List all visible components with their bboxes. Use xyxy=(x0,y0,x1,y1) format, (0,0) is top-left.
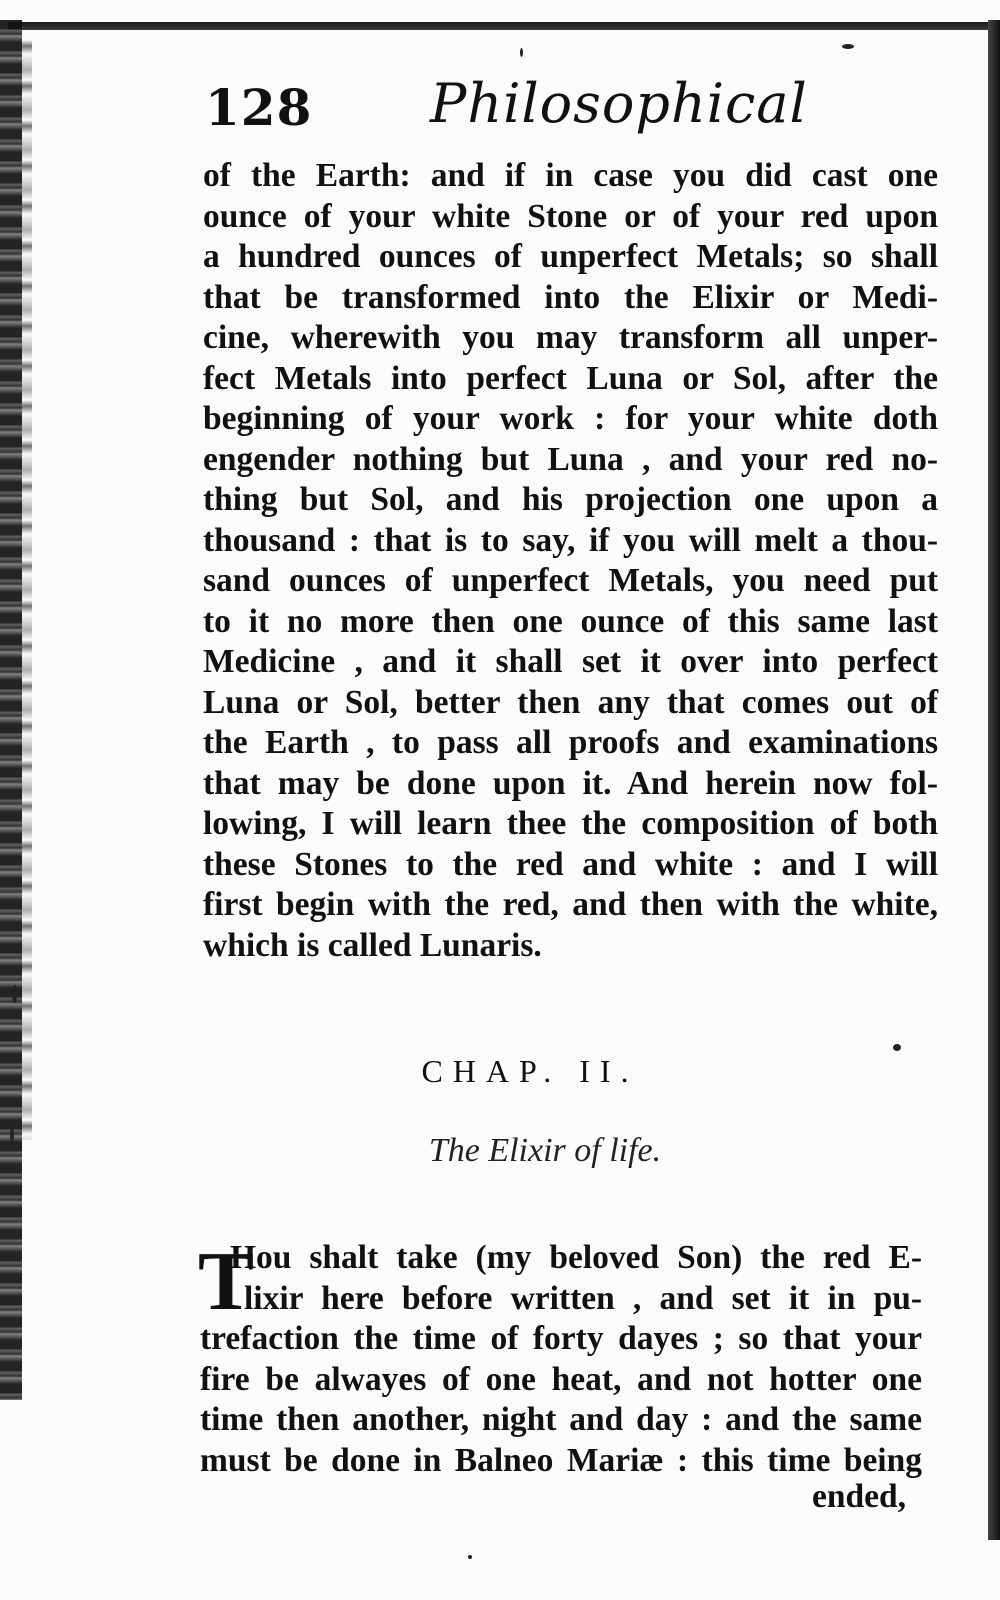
scan-speck xyxy=(520,48,523,57)
text-line: fect Metals into perfect Luna or Sol, after the xyxy=(203,359,938,397)
scan-speck xyxy=(12,985,17,1003)
text-line: Hou shalt take (my beloved Son) the red E- xyxy=(230,1239,922,1276)
text-line: that be transformed into the Elixir or Medi- xyxy=(203,278,938,316)
chapter-title: The Elixir of life. xyxy=(428,1132,662,1169)
text-line: which is called Lunaris. xyxy=(203,926,542,964)
text-line: these Stones to the red and white : and I will xyxy=(203,845,938,883)
text-line: Luna or Sol, better then any that comes out of xyxy=(203,683,938,721)
text-line: cine, wherewith you may transform all unper- xyxy=(203,319,938,356)
running-head: Philosophical xyxy=(430,72,808,135)
scan-edge-left xyxy=(0,20,22,1400)
text-line: time then another, night and day : and the same xyxy=(200,1401,922,1438)
scan-edge-top xyxy=(8,22,993,30)
text-line: the Earth , to pass all proofs and examinations xyxy=(203,724,938,761)
text-line: a hundred ounces of unperfect Metals; so shall xyxy=(203,238,938,275)
page-header xyxy=(205,72,825,142)
text-line: must be done in Balneo Mariæ : this time being xyxy=(200,1441,922,1479)
text-line: engender nothing but Luna , and your red no- xyxy=(203,440,938,478)
chapter-body xyxy=(198,1235,922,1481)
text-line: Medicine , and it shall set it over into perfect xyxy=(203,643,938,680)
scan-speck xyxy=(842,44,854,49)
drop-cap: T xyxy=(198,1235,255,1328)
chapter-heading: CHAP. II. xyxy=(421,1053,639,1089)
text-line: sand ounces of unperfect Metals, you need put xyxy=(203,562,938,599)
text-line: lixir here before written , and set it in pu- xyxy=(244,1279,922,1317)
scan-speck xyxy=(468,1555,472,1559)
text-line: beginning of your work : for your white doth xyxy=(203,400,938,437)
text-line: that may be done upon it. And herein now fol- xyxy=(203,764,938,802)
body-text xyxy=(203,156,938,966)
text-line: to it no more then one ounce of this same last xyxy=(203,602,938,640)
text-line: lowing, I will learn thee the composition of both xyxy=(203,805,938,842)
page-number: 128 xyxy=(205,78,313,137)
scan-edge-right xyxy=(988,20,1000,1540)
text-line: of the Earth: and if in case you did cast one xyxy=(203,157,938,194)
catchword: ended, xyxy=(812,1478,907,1515)
text-line: ounce of your white Stone or of your red upon xyxy=(203,197,938,235)
text-line: fire be alwayes of one heat, and not hotter one xyxy=(200,1360,922,1398)
text-line: first begin with the red, and then with the white, xyxy=(203,886,938,923)
scan-speck xyxy=(893,1044,901,1051)
text-line: thing but Sol, and his projection one upon a xyxy=(203,481,938,518)
text-line: trefaction the time of forty dayes ; so that your xyxy=(200,1320,922,1357)
scan-edge-shadow xyxy=(22,40,32,1140)
text-line: thousand : that is to say, if you will melt a thou- xyxy=(203,521,938,559)
